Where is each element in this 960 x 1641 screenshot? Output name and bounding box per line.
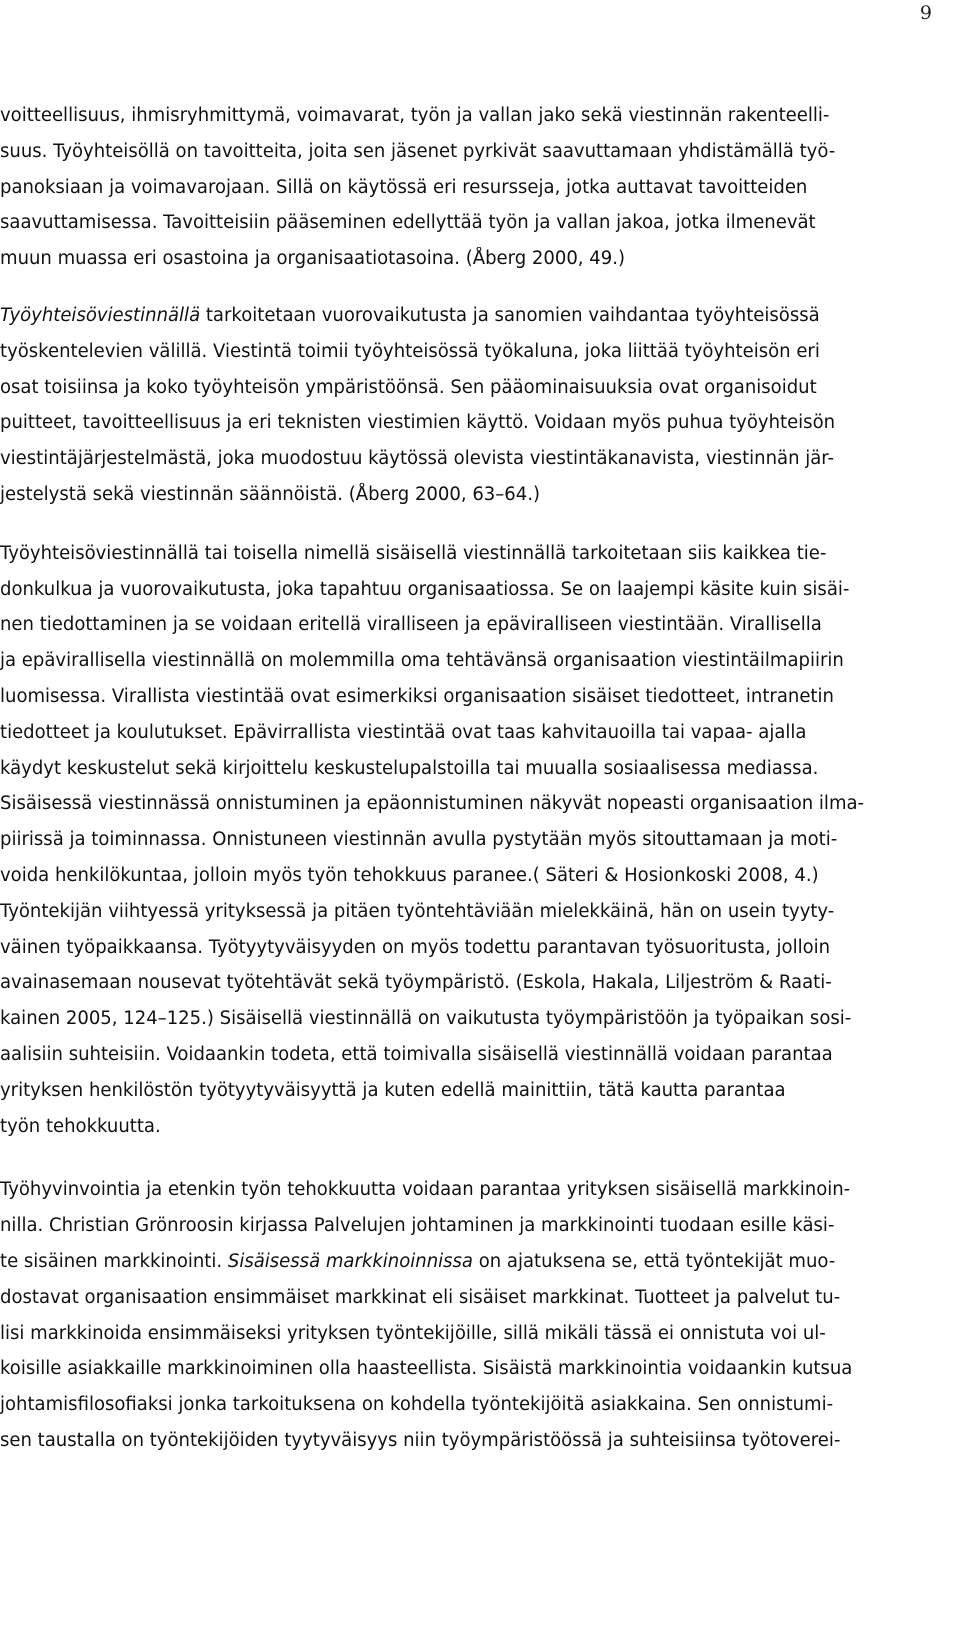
text-line: jestelystä sekä viestinnän säännöistä. (Åberg 2000, 63–64.) bbox=[0, 483, 541, 505]
text-line: käydyt keskustelut sekä kirjoittelu keskustelupalstoilla tai muualla sosiaalisessa mediassa. bbox=[0, 757, 819, 779]
text-line: ja epävirallisella viestinnällä on molemmilla oma tehtävänsä organisaation viestintäilmapiirin bbox=[0, 650, 844, 672]
text-line: luomisessa. Virallista viestintää ovat esimerkiksi organisaation sisäiset tiedotteet, intranetin bbox=[0, 685, 834, 707]
text-line: donkulkua ja vuorovaikutusta, joka tapahtuu organisaatiossa. Se on laajempi käsite kuin sisäi- bbox=[0, 578, 850, 600]
text-line: työn tehokkuutta. bbox=[0, 1115, 161, 1137]
text-fragment: tarkoitetaan vuorovaikutusta ja sanomien vaihdantaa työyhteisössä bbox=[200, 304, 820, 326]
text-line: koisille asiakkaille markkinoiminen olla haasteellista. Sisäistä markkinointia voidaankin kutsua bbox=[0, 1358, 853, 1380]
text-line: suus. Työyhteisöllä on tavoitteita, joita sen jäsenet pyrkivät saavuttamaan yhdistämällä työ- bbox=[0, 140, 836, 162]
paragraph-3 bbox=[0, 536, 960, 1145]
text-line: aalisiin suhteisiin. Voidaankin todeta, että toimivalla sisäisellä viestinnällä voidaan parantaa bbox=[0, 1043, 833, 1065]
term-emphasis: Työyhteisöviestinnällä bbox=[0, 304, 201, 326]
text-line: panoksiaan ja voimavarojaan. Sillä on käytössä eri resursseja, jotka auttavat tavoitteiden bbox=[0, 176, 808, 198]
text-line: työskentelevien välillä. Viestintä toimii työyhteisössä työkaluna, joka liittää työyhteisön eri bbox=[0, 340, 820, 362]
paragraph-1 bbox=[0, 98, 960, 277]
text-line: Työntekijän viihtyessä yrityksessä ja pitäen työntehtäviään mielekkäinä, hän on usein tyyty- bbox=[0, 900, 835, 922]
term-emphasis: Sisäisessä markkinoinnissa bbox=[227, 1250, 473, 1272]
paragraph-2 bbox=[0, 298, 960, 513]
text-fragment: on ajatuksena se, että työntekijät muo- bbox=[472, 1250, 836, 1272]
text-line: saavuttamisessa. Tavoitteisiin pääseminen edellyttää työn ja vallan jakoa, jotka ilmenevät bbox=[0, 212, 816, 234]
text-line: voida henkilökuntaa, jolloin myös työn tehokkuus paranee.( Säteri & Hosionkoski 2008, 4.) bbox=[0, 864, 819, 886]
text-line: Sisäisessä viestinnässä onnistuminen ja epäonnistuminen näkyvät nopeasti organisaation ilma- bbox=[0, 793, 865, 815]
text-line: avainasemaan nousevat työtehtävät sekä työympäristö. (Eskola, Hakala, Liljeström & Raati- bbox=[0, 972, 832, 994]
text-line: väinen työpaikkaansa. Työtyytyväisyyden on myös todettu parantavan työsuoritusta, jolloin bbox=[0, 936, 831, 958]
paragraph-4 bbox=[0, 1172, 960, 1458]
text-line: Työhyvinvointia ja etenkin työn tehokkuutta voidaan parantaa yrityksen sisäisellä markkinoin- bbox=[0, 1179, 851, 1201]
text-line bbox=[0, 298, 952, 334]
text-line: dostavat organisaation ensimmäiset markkinat eli sisäiset markkinat. Tuotteet ja palvelut tu- bbox=[0, 1286, 841, 1308]
text-line: viestintäjärjestelmästä, joka muodostuu käytössä olevista viestintäkanavista, viestinnän jär- bbox=[0, 448, 835, 470]
text-line: kainen 2005, 124–125.) Sisäisellä viestinnällä on vaikutusta työympäristöön ja työpaikan sosi- bbox=[0, 1008, 852, 1030]
text-line bbox=[0, 1244, 952, 1280]
text-line: johtamisfilosofiaksi jonka tarkoituksena on kohdella työntekijöitä asiakkaina. Sen onnistumi- bbox=[0, 1394, 834, 1416]
text-line: osat toisiinsa ja koko työyhteisön ympäristöönsä. Sen pääominaisuuksia ovat organisoidut bbox=[0, 376, 817, 398]
page-number: 9 bbox=[919, 2, 932, 24]
text-line: lisi markkinoida ensimmäiseksi yrityksen työntekijöille, sillä mikäli tässä ei onnistuta voi ul- bbox=[0, 1322, 826, 1344]
text-line: nilla. Christian Grönroosin kirjassa Palvelujen johtaminen ja markkinointi tuodaan esille käsi- bbox=[0, 1215, 835, 1237]
text-fragment: te sisäinen markkinointi. bbox=[0, 1250, 228, 1272]
text-line: voitteellisuus, ihmisryhmittymä, voimavarat, työn ja vallan jako sekä viestinnän rakenteelli- bbox=[0, 105, 830, 126]
text-line: puitteet, tavoitteellisuus ja eri teknisten viestimien käyttö. Voidaan myös puhua työyhteisön bbox=[0, 412, 836, 434]
text-line: muun muassa eri osastoina ja organisaatiotasoina. (Åberg 2000, 49.) bbox=[0, 248, 625, 270]
text-line: yrityksen henkilöstön työtyytyväisyyttä ja kuten edellä mainittiin, tätä kautta parantaa bbox=[0, 1079, 786, 1101]
document-body bbox=[0, 98, 960, 1459]
text-line: Työyhteisöviestinnällä tai toisella nimellä sisäisellä viestinnällä tarkoitetaan siis kaikkea tie- bbox=[0, 542, 827, 564]
text-line: piirissä ja toiminnassa. Onnistuneen viestinnän avulla pystytään myös sitouttamaan ja moti- bbox=[0, 829, 838, 851]
text-line: tiedotteet ja koulutukset. Epävirrallista viestintää ovat taas kahvitauoilla tai vapaa- ajalla bbox=[0, 721, 807, 743]
text-line: nen tiedottaminen ja se voidaan eritellä viralliseen ja epäviralliseen viestintään. Virallisella bbox=[0, 614, 822, 636]
text-line: sen taustalla on työntekijöiden tyytyväisyys niin työympäristöössä ja suhteisiinsa työtoverei- bbox=[0, 1429, 841, 1451]
